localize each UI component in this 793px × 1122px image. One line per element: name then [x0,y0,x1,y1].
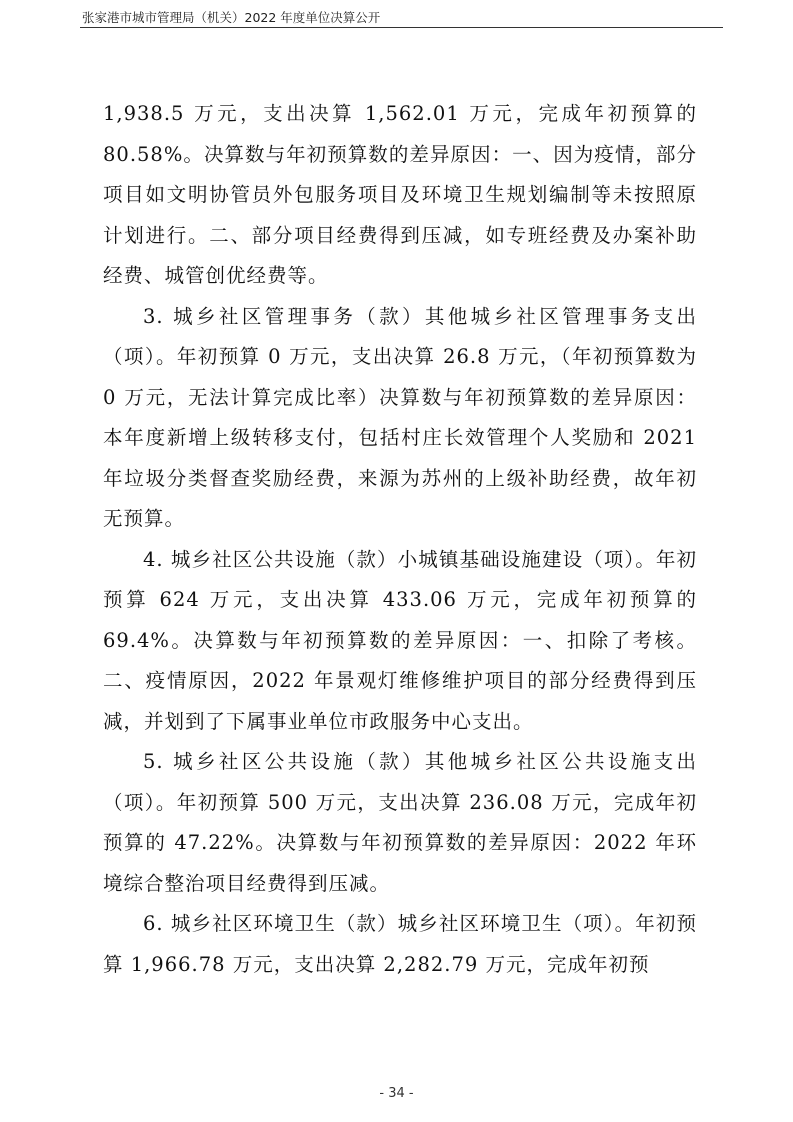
page-number: - 34 - [379,1086,414,1101]
paragraph-item-4: 4. 城乡社区公共设施（款）小城镇基础设施建设（项）。年初预算 624 万元，支出决算 433.06 万元，完成年初预算的 69.4%。决算数与年初预算数的差异原因：一、扣除了考核。二、疫情原因，2022 年景观灯维修维护项目的部分经费得到压减，并划到了下属事业单位市政服务中心支出。 [103,547,705,733]
document-body [103,94,705,985]
paragraph-item-5: 5. 城乡社区公共设施（款）其他城乡社区公共设施支出（项）。年初预算 500 万元，支出决算 236.08 万元，完成年初预算的 47.22%。决算数与年初预算数的差异原因：2022 年环境综合整治项目经费得到压减。 [103,750,697,895]
paragraph-continuation: 1,938.5 万元，支出决算 1,562.01 万元，完成年初预算的 80.58%。决算数与年初预算数的差异原因：一、因为疫情，部分项目如文明协管员外包服务项目及环境卫生规划编制等未按照原计划进行。二、部分项目经费得到压减，如专班经费及办案补助经费、城管创优经费等。 [103,102,705,287]
paragraph-item-6: 6. 城乡社区环境卫生（款）城乡社区环境卫生（项）。年初预算 1,966.78 万元，支出决算 2,282.79 万元，完成年初预 [103,912,697,976]
page-header: 张家港市城市管理局（机关）2022 年度单位决算公开 [82,10,381,25]
header-divider [80,27,723,28]
paragraph-item-3: 3. 城乡社区管理事务（款）其他城乡社区管理事务支出（项）。年初预算 0 万元，支出决算 26.8 万元，（年初预算数为 0 万元，无法计算完成比率）决算数与年初预算数的差异原因：本年度新增上级转移支付，包括村庄长效管理个人奖励和 2021 年垃圾分类督查奖励经费，来源为苏州的上级补助经费，故年初无预算。 [103,304,705,530]
